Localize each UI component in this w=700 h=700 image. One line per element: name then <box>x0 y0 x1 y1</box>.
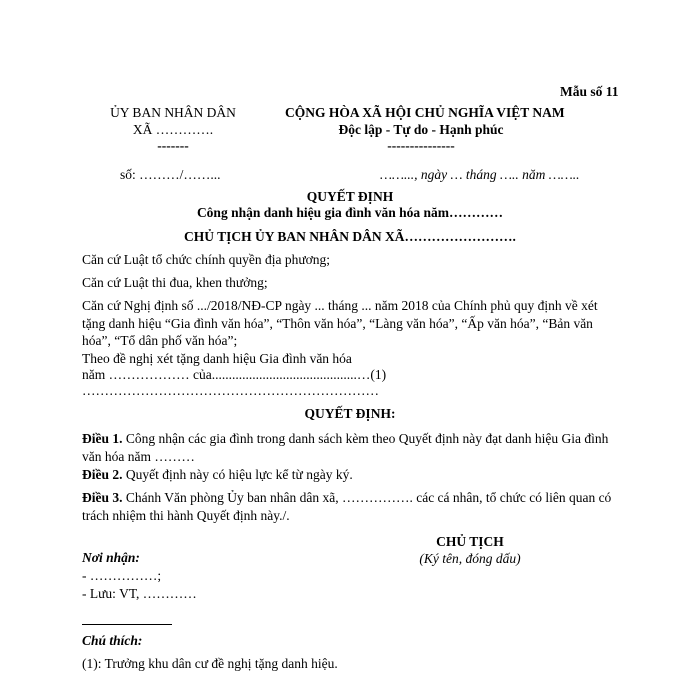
commune-name: XÃ …………. <box>132 122 214 137</box>
footnote-heading: Chú thích: <box>82 633 143 648</box>
proposal-line-3: ………………………………………………………… <box>82 383 379 398</box>
issuing-org: ỦY BAN NHÂN DÂN <box>110 105 236 120</box>
document-number: số: ………/……... <box>120 167 221 182</box>
recipients-heading: Nơi nhận: <box>82 550 140 565</box>
article-2-text: Quyết định này có hiệu lực kể từ ngày ký. <box>122 467 353 482</box>
preamble-law-emulation: Căn cứ Luật thi đua, khen thưởng; <box>82 275 268 290</box>
signature-title: CHỦ TỊCH <box>436 534 504 549</box>
article-3-label: Điều 3. <box>82 490 123 505</box>
signature-note: (Ký tên, đóng dấu) <box>419 551 521 566</box>
place-date: ……..., ngày … tháng ….. năm …….. <box>380 167 580 182</box>
article-1-label: Điều 1. <box>82 431 123 446</box>
country-name: CỘNG HÒA XÃ HỘI CHỦ NGHĨA VIỆT NAM <box>285 105 565 120</box>
proposal-line-2: năm ……………… của...........................................…(1) <box>82 367 387 382</box>
national-motto: Độc lập - Tự do - Hạnh phúc <box>338 122 504 137</box>
footnote-text: (1): Trưởng khu dân cư đề nghị tặng danh hiệu. <box>82 656 338 671</box>
recipient-item: - ……………; <box>82 568 162 583</box>
article-2 <box>82 466 622 484</box>
proposal-line-1: Theo đề nghị xét tặng danh hiệu Gia đình văn hóa <box>82 351 352 366</box>
authority-heading: CHỦ TỊCH ỦY BAN NHÂN DÂN XÃ……………………. <box>184 229 516 244</box>
article-1 <box>82 430 622 465</box>
article-2-label: Điều 2. <box>82 467 123 482</box>
right-divider: --------------- <box>387 138 455 153</box>
preamble-law-local-government: Căn cứ Luật tổ chức chính quyền địa phương; <box>82 252 331 267</box>
preamble-decree: Căn cứ Nghị định số .../2018/NĐ-CP ngày ... tháng ... năm 2018 của Chính phủ quy định về xét tặng danh hiệu “Gia đình văn hóa”, “Thôn văn hóa”, “Làng văn hóa”, “Ấp văn hóa”, “Bản văn hóa”, “Tổ dân phố văn hóa”; <box>82 298 598 349</box>
decision-heading: QUYẾT ĐỊNH: <box>304 406 396 421</box>
decision-subtitle: Công nhận danh hiệu gia đình văn hóa năm………… <box>196 205 504 220</box>
left-divider: ------- <box>157 138 189 153</box>
article-3 <box>82 489 622 524</box>
recipient-item-archive: - Lưu: VT, ………… <box>82 586 197 601</box>
decision-title: QUYẾT ĐỊNH <box>306 189 394 204</box>
article-1-text: Công nhận các gia đình trong danh sách kèm theo Quyết định này đạt danh hiệu Gia đình văn hóa năm ……… <box>82 431 609 464</box>
footnote-separator <box>82 624 172 625</box>
form-number: Mẫu số 11 <box>560 84 619 99</box>
article-3-text: Chánh Văn phòng Ủy ban nhân dân xã, ……………. các cá nhân, tổ chức có liên quan có trách nhiệm thi hành Quyết định này./. <box>82 490 612 523</box>
